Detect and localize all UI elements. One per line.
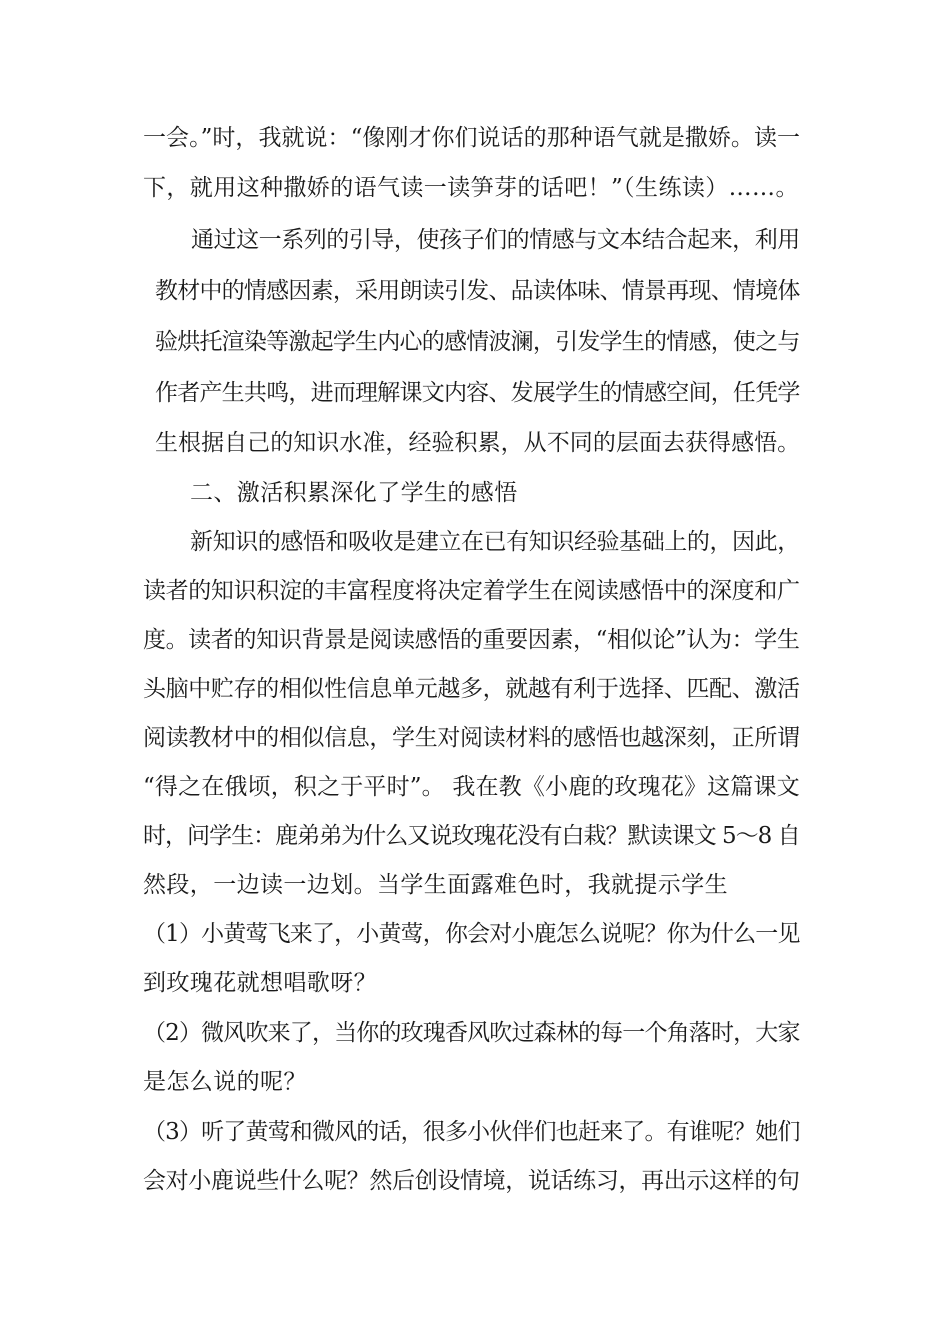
text-line: 教材中的情感因素，采用朗读引发、品读体味、情景再现、情境体 [155, 278, 800, 304]
section-heading: 二、激活积累深化了学生的感悟 [190, 480, 518, 506]
text-line: 然段，一边读一边划。当学生面露难色时，我就提示学生 [143, 872, 728, 898]
text-line: 通过这一系列的引导，使孩子们的情感与文本结合起来，利用 [191, 227, 800, 253]
list-item-line: 会对小鹿说些什么呢？然后创设情境，说话练习，再出示这样的句 [143, 1168, 800, 1194]
text-line: 作者产生共鸣，进而理解课文内容、发展学生的情感空间，任凭学 [155, 380, 800, 406]
text-line: 一会。”时，我就说：“像刚才你们说话的那种语气就是撒娇。读一 [143, 125, 801, 151]
list-item-line: （1）小黄莺飞来了，小黄莺，你会对小鹿怎么说呢？你为什么一见 [143, 921, 800, 947]
text-line: 下，就用这种撒娇的语气读一读笋芽的话吧！”（生练读）……。 [143, 175, 799, 201]
text-line: 阅读教材中的相似信息，学生对阅读材料的感悟也越深刻，正所谓 [143, 725, 800, 751]
list-item-line: （3）听了黄莺和微风的话，很多小伙伴们也赶来了。有谁呢？她们 [143, 1119, 800, 1145]
list-item-line: （2）微风吹来了，当你的玫瑰香风吹过森林的每一个角落时，大家 [143, 1020, 800, 1046]
text-line: 度。读者的知识背景是阅读感悟的重要因素，“相似论”认为：学生 [143, 627, 800, 653]
text-line: 验烘托渲染等激起学生内心的感情波澜，引发学生的情感，使之与 [155, 329, 800, 355]
text-line: 新知识的感悟和吸收是建立在已有知识经验基础上的，因此， [190, 529, 800, 555]
text-line: 头脑中贮存的相似性信息单元越多，就越有利于选择、匹配、激活 [143, 676, 800, 702]
text-line: 时，问学生：鹿弟弟为什么又说玫瑰花没有白栽？默读课文 5～8 自 [143, 823, 800, 849]
list-item-line: 是怎么说的呢？ [143, 1069, 307, 1095]
text-line: 读者的知识积淀的丰富程度将决定着学生在阅读感悟中的深度和广 [143, 578, 800, 604]
text-line: 生根据自己的知识水准，经验积累，从不同的层面去获得感悟。 [155, 430, 801, 456]
text-line: “得之在俄顷，积之于平时”。 我在教《小鹿的玫瑰花》这篇课文 [143, 774, 800, 800]
list-item-line: 到玫瑰花就想唱歌呀？ [143, 970, 377, 996]
